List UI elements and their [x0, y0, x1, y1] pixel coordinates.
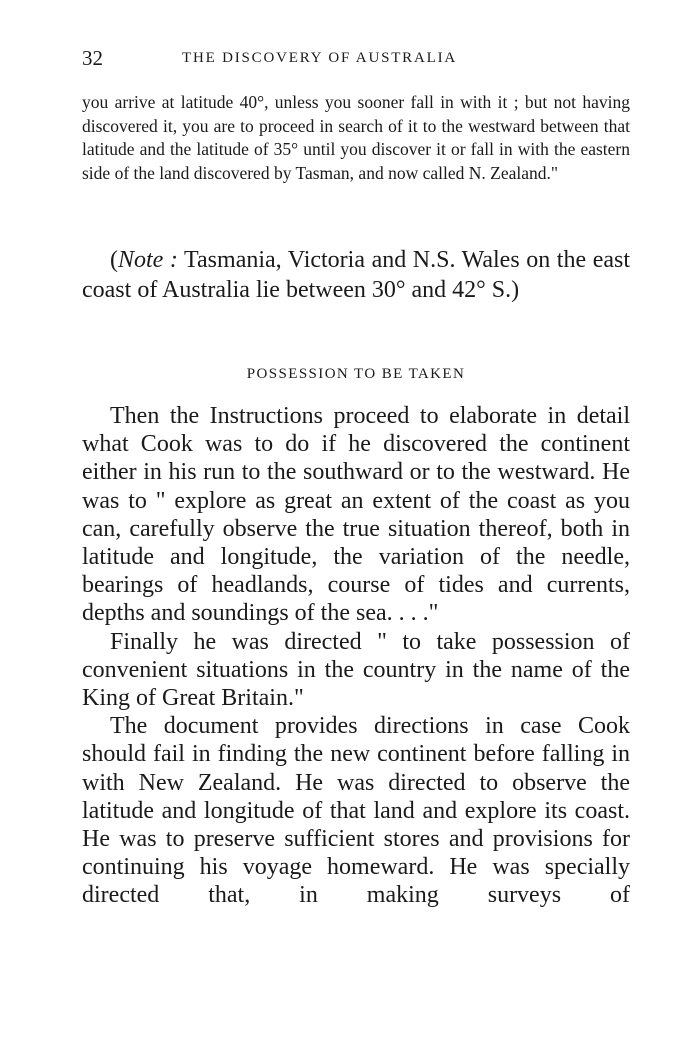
body-text: [82, 402, 630, 910]
note-paragraph: (Note : Tasmania, Victoria and N.S. Wales on the east coast of Australia lie between 30° and 42° S.): [82, 247, 631, 303]
page-number: 32: [82, 46, 103, 70]
paragraph: Finally he was directed " to take possession of convenient situations in the country in the name of the King of Great Britain.": [82, 628, 630, 712]
quoted-instructions: you arrive at latitude 40°, unless you sooner fall in with it ; but not having discovered it, you are to proceed in search of it to the westward between that latitude and the latitude of 35° until you discover it or fall in with the eastern side of the land discovered by Tasman, and now called N. Zealand.": [82, 92, 630, 184]
running-title: THE DISCOVERY OF AUSTRALIA: [182, 50, 458, 66]
paragraph: Then the Instructions proceed to elaborate in detail what Cook was to do if he discovered the continent either in his run to the southward or to the westward. He was to " explore as great an extent of the coast as you can, carefully observe the true situation thereof, both in latitude and longitude, the variation of the needle, bearings of headlands, course of tides and currents, depths and soundings of the sea. . . .": [82, 403, 630, 627]
note-label: Note :: [118, 247, 178, 273]
note-text: Tasmania, Victoria and N.S. Wales on the east coast of Australia lie between 30° and 42° S.): [82, 247, 631, 303]
paragraph: The document provides directions in case Cook should fail in finding the new continent before falling in with New Zealand. He was directed to observe the latitude and longitude of that land and explore its coast. He was to preserve sufficient stores and provisions for continuing his voyage homeward. He was specially directed that, in making surveys of: [82, 713, 630, 909]
page-header: [82, 46, 630, 76]
section-heading: POSSESSION TO BE TAKEN: [246, 366, 466, 382]
